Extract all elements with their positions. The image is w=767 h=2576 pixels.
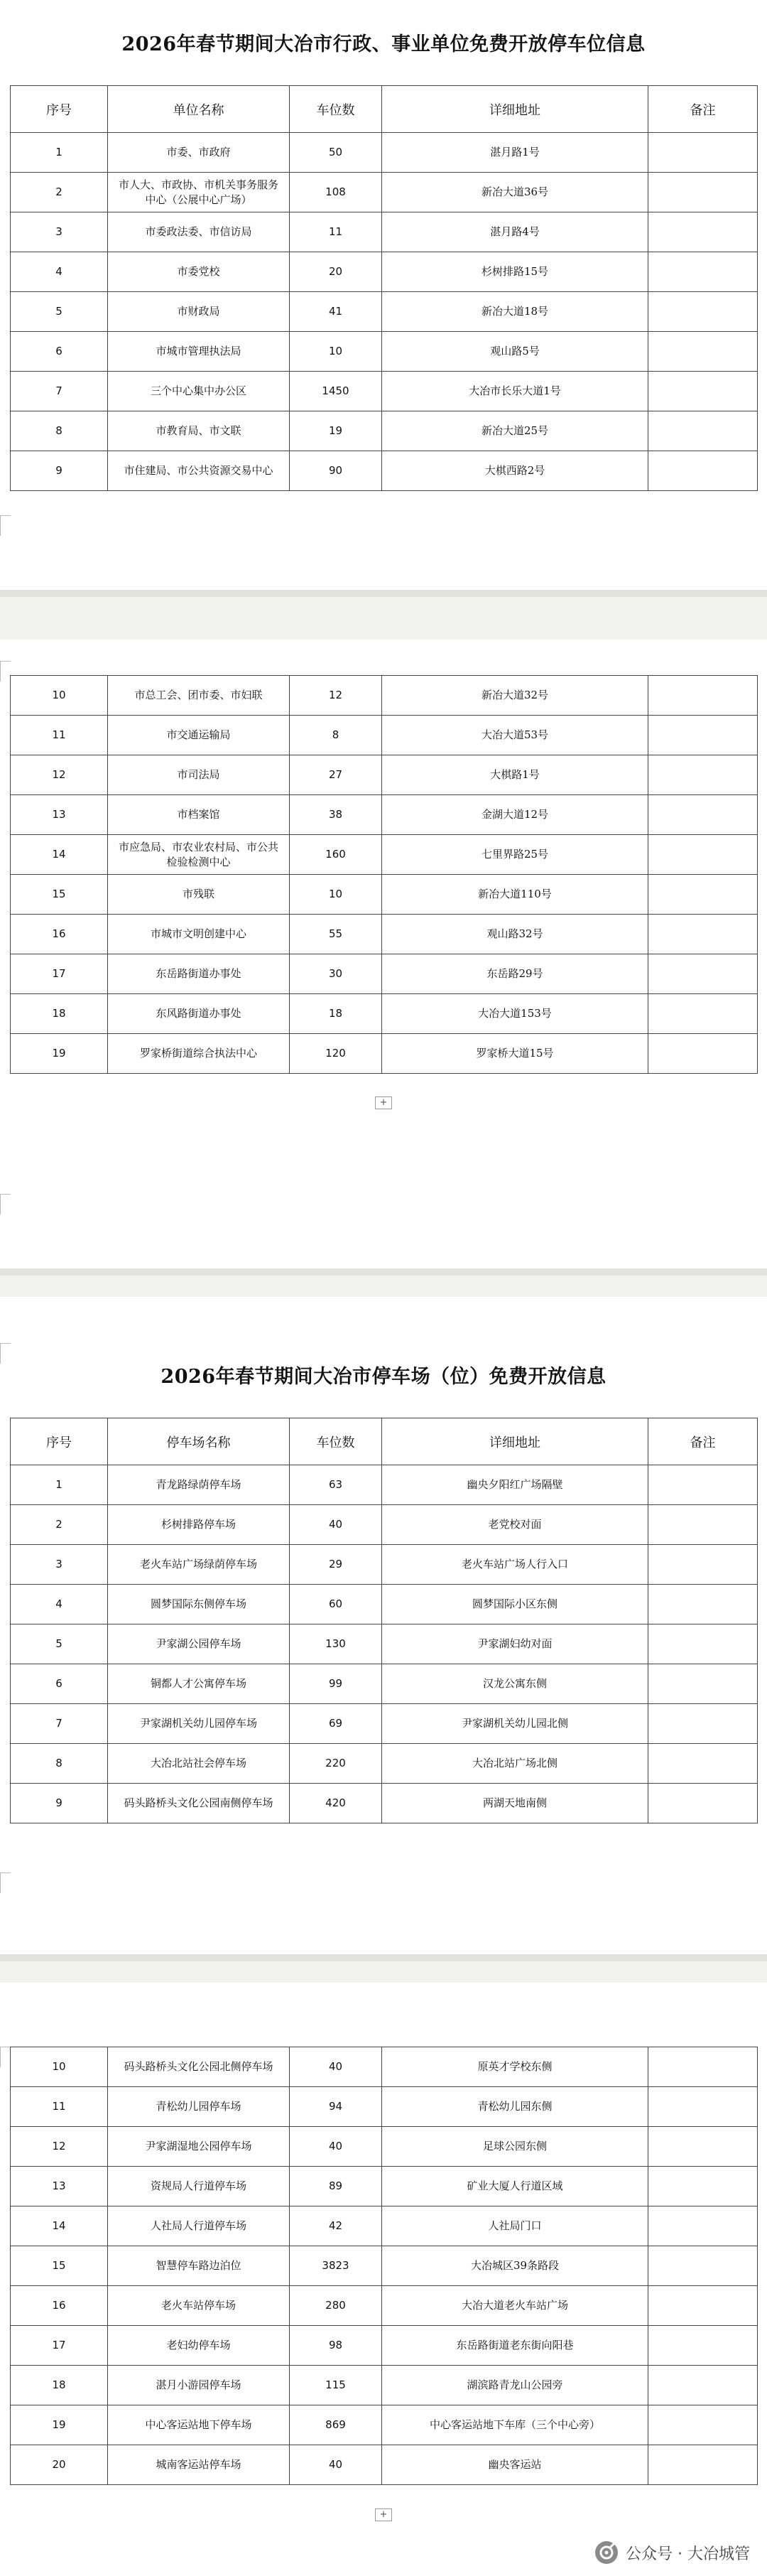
cell-remarks xyxy=(648,2286,758,2326)
cell-address: 幽央客运站 xyxy=(382,2445,648,2485)
cell-remarks xyxy=(648,2167,758,2206)
cell-name: 市人大、市政协、市机关事务服务中心（公展中心广场） xyxy=(108,173,290,212)
page-corner-mark xyxy=(0,1872,11,1893)
table-row xyxy=(11,676,758,716)
cell-count: 40 xyxy=(290,2047,382,2087)
cell-count: 98 xyxy=(290,2326,382,2366)
cell-index: 10 xyxy=(11,2047,108,2087)
cell-index: 16 xyxy=(11,2286,108,2326)
cell-remarks xyxy=(648,212,758,252)
cell-address: 尹家湖机关幼儿园北侧 xyxy=(382,1704,648,1744)
cell-index: 19 xyxy=(11,2405,108,2445)
cell-remarks xyxy=(648,2405,758,2445)
section2-table-part1 xyxy=(10,1418,758,1823)
header-address: 详细地址 xyxy=(382,86,648,133)
cell-name: 码头路桥头文化公园南侧停车场 xyxy=(108,1784,290,1823)
cell-count: 41 xyxy=(290,292,382,332)
cell-address: 两湖天地南侧 xyxy=(382,1784,648,1823)
cell-remarks xyxy=(648,716,758,755)
cell-name: 大冶北站社会停车场 xyxy=(108,1744,290,1784)
table-row xyxy=(11,1784,758,1823)
section2-title: 2026年春节期间大冶市停车场（位）免费开放信息 xyxy=(161,1366,606,1388)
add-row-icon[interactable]: + xyxy=(375,2508,392,2521)
header-remarks: 备注 xyxy=(648,86,758,133)
cell-remarks xyxy=(648,1545,758,1585)
cell-name: 铜都人才公寓停车场 xyxy=(108,1664,290,1704)
cell-count: 420 xyxy=(290,1784,382,1823)
cell-index: 17 xyxy=(11,954,108,994)
cell-name: 圆梦国际东侧停车场 xyxy=(108,1585,290,1624)
cell-name: 老火车站停车场 xyxy=(108,2286,290,2326)
page-gap xyxy=(0,1954,767,1983)
cell-count: 115 xyxy=(290,2366,382,2405)
cell-address: 原英才学校东侧 xyxy=(382,2047,648,2087)
cell-remarks xyxy=(648,173,758,212)
cell-address: 新冶大道36号 xyxy=(382,173,648,212)
cell-address: 金湖大道12号 xyxy=(382,795,648,835)
header-name: 单位名称 xyxy=(108,86,290,133)
cell-remarks xyxy=(648,2445,758,2485)
table-header-row xyxy=(11,1418,758,1465)
cell-remarks xyxy=(648,1744,758,1784)
cell-index: 11 xyxy=(11,716,108,755)
cell-count: 40 xyxy=(290,2127,382,2167)
cell-address: 中心客运站地下车库（三个中心旁） xyxy=(382,2405,648,2445)
cell-remarks xyxy=(648,994,758,1034)
table-row xyxy=(11,1585,758,1624)
page-corner-mark xyxy=(0,515,11,536)
cell-index: 14 xyxy=(11,2206,108,2246)
cell-name: 人社局人行道停车场 xyxy=(108,2206,290,2246)
cell-index: 7 xyxy=(11,1704,108,1744)
table-row xyxy=(11,795,758,835)
cell-count: 40 xyxy=(290,2445,382,2485)
document-page-2 xyxy=(0,640,767,1268)
cell-address: 大冶市长乐大道1号 xyxy=(382,372,648,411)
table-row xyxy=(11,1505,758,1545)
cell-remarks xyxy=(648,835,758,875)
cell-index: 14 xyxy=(11,835,108,875)
header-count: 车位数 xyxy=(290,86,382,133)
table-row xyxy=(11,1034,758,1074)
cell-index: 9 xyxy=(11,1784,108,1823)
cell-index: 12 xyxy=(11,2127,108,2167)
cell-name: 青松幼儿园停车场 xyxy=(108,2087,290,2127)
cell-name: 市司法局 xyxy=(108,755,290,795)
cell-name: 市残联 xyxy=(108,875,290,915)
cell-count: 55 xyxy=(290,915,382,954)
cell-remarks xyxy=(648,411,758,451)
cell-address: 湛月路1号 xyxy=(382,133,648,173)
table-row xyxy=(11,1744,758,1784)
cell-address: 湖滨路青龙山公园旁 xyxy=(382,2366,648,2405)
cell-name: 东风路街道办事处 xyxy=(108,994,290,1034)
table-row xyxy=(11,2047,758,2087)
cell-address: 观山路32号 xyxy=(382,915,648,954)
cell-count: 19 xyxy=(290,411,382,451)
cell-index: 17 xyxy=(11,2326,108,2366)
cell-remarks xyxy=(648,2087,758,2127)
cell-address: 新冶大道32号 xyxy=(382,676,648,716)
section1-table-part2 xyxy=(10,675,758,1074)
cell-index: 9 xyxy=(11,451,108,491)
cell-name: 杉树排路停车场 xyxy=(108,1505,290,1545)
cell-index: 10 xyxy=(11,676,108,716)
cell-index: 18 xyxy=(11,2366,108,2405)
cell-remarks xyxy=(648,875,758,915)
cell-name: 城南客运站停车场 xyxy=(108,2445,290,2485)
table-row xyxy=(11,2405,758,2445)
table-row xyxy=(11,1704,758,1744)
cell-address: 人社局门口 xyxy=(382,2206,648,2246)
cell-remarks xyxy=(648,2206,758,2246)
cell-remarks xyxy=(648,1505,758,1545)
cell-count: 38 xyxy=(290,795,382,835)
cell-address: 圆梦国际小区东侧 xyxy=(382,1585,648,1624)
cell-address: 青松幼儿园东侧 xyxy=(382,2087,648,2127)
cell-name: 中心客运站地下停车场 xyxy=(108,2405,290,2445)
cell-index: 16 xyxy=(11,915,108,954)
cell-remarks xyxy=(648,954,758,994)
table-row xyxy=(11,2167,758,2206)
page-corner-mark xyxy=(0,1194,11,1214)
table-row xyxy=(11,1664,758,1704)
document-page-1 xyxy=(0,0,767,590)
cell-index: 2 xyxy=(11,1505,108,1545)
cell-address: 新冶大道18号 xyxy=(382,292,648,332)
table-header-row xyxy=(11,86,758,133)
cell-address: 大棋西路2号 xyxy=(382,451,648,491)
table-row xyxy=(11,1545,758,1585)
cell-name: 智慧停车路边泊位 xyxy=(108,2246,290,2286)
cell-count: 3823 xyxy=(290,2246,382,2286)
cell-name: 市委、市政府 xyxy=(108,133,290,173)
cell-count: 12 xyxy=(290,676,382,716)
cell-count: 63 xyxy=(290,1465,382,1505)
cell-name: 尹家湖公园停车场 xyxy=(108,1624,290,1664)
cell-remarks xyxy=(648,795,758,835)
cell-remarks xyxy=(648,2326,758,2366)
cell-remarks xyxy=(648,1784,758,1823)
cell-index: 11 xyxy=(11,2087,108,2127)
cell-count: 50 xyxy=(290,133,382,173)
cell-remarks xyxy=(648,755,758,795)
cell-index: 4 xyxy=(11,1585,108,1624)
cell-count: 11 xyxy=(290,212,382,252)
table-row xyxy=(11,755,758,795)
section1-title: 2026年春节期间大冶市行政、事业单位免费开放停车位信息 xyxy=(121,33,646,55)
cell-count: 10 xyxy=(290,875,382,915)
cell-name: 资规局人行道停车场 xyxy=(108,2167,290,2206)
table-row xyxy=(11,835,758,875)
table-row xyxy=(11,173,758,212)
cell-index: 13 xyxy=(11,795,108,835)
cell-index: 8 xyxy=(11,411,108,451)
cell-remarks xyxy=(648,332,758,372)
table-row xyxy=(11,915,758,954)
cell-address: 尹家湖妇幼对面 xyxy=(382,1624,648,1664)
table-row xyxy=(11,2127,758,2167)
cell-index: 1 xyxy=(11,133,108,173)
table-row xyxy=(11,716,758,755)
cell-count: 60 xyxy=(290,1585,382,1624)
table-row xyxy=(11,411,758,451)
cell-address: 大棋路1号 xyxy=(382,755,648,795)
cell-remarks xyxy=(648,1034,758,1074)
cell-count: 99 xyxy=(290,1664,382,1704)
table-row xyxy=(11,2087,758,2127)
cell-index: 6 xyxy=(11,1664,108,1704)
section1-table-part1 xyxy=(10,85,758,491)
table-row xyxy=(11,2206,758,2246)
table-row xyxy=(11,1624,758,1664)
cell-remarks xyxy=(648,1704,758,1744)
cell-index: 3 xyxy=(11,212,108,252)
cell-remarks xyxy=(648,372,758,411)
cell-count: 10 xyxy=(290,332,382,372)
cell-remarks xyxy=(648,1664,758,1704)
cell-address: 大冶城区39条路段 xyxy=(382,2246,648,2286)
cell-index: 2 xyxy=(11,173,108,212)
header-address: 详细地址 xyxy=(382,1418,648,1465)
cell-count: 27 xyxy=(290,755,382,795)
cell-name: 市委政法委、市信访局 xyxy=(108,212,290,252)
cell-name: 码头路桥头文化公园北侧停车场 xyxy=(108,2047,290,2087)
cell-name: 市城市文明创建中心 xyxy=(108,915,290,954)
table-row xyxy=(11,2366,758,2405)
cell-remarks xyxy=(648,2127,758,2167)
cell-index: 4 xyxy=(11,252,108,292)
cell-index: 5 xyxy=(11,1624,108,1664)
cell-address: 观山路5号 xyxy=(382,332,648,372)
cell-remarks xyxy=(648,1585,758,1624)
cell-count: 42 xyxy=(290,2206,382,2246)
cell-address: 汉龙公寓东侧 xyxy=(382,1664,648,1704)
table-row xyxy=(11,875,758,915)
cell-address: 大冶大道老火车站广场 xyxy=(382,2286,648,2326)
table-row xyxy=(11,994,758,1034)
cell-address: 东岳路街道老东街向阳巷 xyxy=(382,2326,648,2366)
cell-address: 老党校对面 xyxy=(382,1505,648,1545)
cell-remarks xyxy=(648,2366,758,2405)
cell-index: 15 xyxy=(11,2246,108,2286)
cell-name: 市财政局 xyxy=(108,292,290,332)
wechat-official-account-icon xyxy=(594,2540,619,2565)
cell-name: 老火车站广场绿荫停车场 xyxy=(108,1545,290,1585)
header-index: 序号 xyxy=(11,86,108,133)
cell-count: 160 xyxy=(290,835,382,875)
cell-name: 罗家桥街道综合执法中心 xyxy=(108,1034,290,1074)
header-name: 停车场名称 xyxy=(108,1418,290,1465)
cell-address: 幽央夕阳红广场隔壁 xyxy=(382,1465,648,1505)
page-gap xyxy=(0,1268,767,1297)
cell-index: 8 xyxy=(11,1744,108,1784)
cell-name: 三个中心集中办公区 xyxy=(108,372,290,411)
header-remarks: 备注 xyxy=(648,1418,758,1465)
cell-address: 东岳路29号 xyxy=(382,954,648,994)
cell-remarks xyxy=(648,252,758,292)
cell-count: 89 xyxy=(290,2167,382,2206)
cell-address: 罗家桥大道15号 xyxy=(382,1034,648,1074)
header-count: 车位数 xyxy=(290,1418,382,1465)
cell-address: 大冶大道153号 xyxy=(382,994,648,1034)
cell-count: 18 xyxy=(290,994,382,1034)
cell-count: 40 xyxy=(290,1505,382,1545)
cell-remarks xyxy=(648,1624,758,1664)
table-row xyxy=(11,332,758,372)
table-row xyxy=(11,2246,758,2286)
cell-name: 湛月小游园停车场 xyxy=(108,2366,290,2405)
header-index: 序号 xyxy=(11,1418,108,1465)
cell-name: 市档案馆 xyxy=(108,795,290,835)
page-corner-mark xyxy=(0,661,11,681)
cell-index: 20 xyxy=(11,2445,108,2485)
cell-name: 市交通运输局 xyxy=(108,716,290,755)
cell-name: 老妇幼停车场 xyxy=(108,2326,290,2366)
cell-index: 6 xyxy=(11,332,108,372)
cell-count: 90 xyxy=(290,451,382,491)
cell-address: 新冶大道110号 xyxy=(382,875,648,915)
cell-index: 15 xyxy=(11,875,108,915)
cell-name: 市应急局、市农业农村局、市公共检验检测中心 xyxy=(108,835,290,875)
cell-address: 湛月路4号 xyxy=(382,212,648,252)
table-row xyxy=(11,292,758,332)
cell-name: 东岳路街道办事处 xyxy=(108,954,290,994)
cell-name: 市教育局、市文联 xyxy=(108,411,290,451)
cell-address: 新冶大道25号 xyxy=(382,411,648,451)
cell-address: 矿业大厦人行道区域 xyxy=(382,2167,648,2206)
document-page-3 xyxy=(0,1297,767,1954)
cell-count: 30 xyxy=(290,954,382,994)
cell-remarks xyxy=(648,1465,758,1505)
section2-table-part2 xyxy=(10,2047,758,2485)
cell-name: 市住建局、市公共资源交易中心 xyxy=(108,451,290,491)
page-gap xyxy=(0,590,767,640)
cell-index: 5 xyxy=(11,292,108,332)
cell-address: 大冶大道53号 xyxy=(382,716,648,755)
cell-address: 杉树排路15号 xyxy=(382,252,648,292)
cell-address: 老火车站广场人行入口 xyxy=(382,1545,648,1585)
add-row-icon[interactable]: + xyxy=(375,1096,392,1109)
cell-remarks xyxy=(648,676,758,716)
watermark-text: 公众号 · 大冶城管 xyxy=(626,2545,750,2563)
table-row xyxy=(11,372,758,411)
table-row xyxy=(11,133,758,173)
cell-name: 尹家湖机关幼儿园停车场 xyxy=(108,1704,290,1744)
cell-count: 280 xyxy=(290,2286,382,2326)
table-row xyxy=(11,2286,758,2326)
cell-index: 3 xyxy=(11,1545,108,1585)
cell-index: 1 xyxy=(11,1465,108,1505)
cell-count: 1450 xyxy=(290,372,382,411)
table-row xyxy=(11,954,758,994)
document-page-4 xyxy=(0,1983,767,2576)
watermark xyxy=(594,2540,750,2565)
cell-count: 8 xyxy=(290,716,382,755)
cell-remarks xyxy=(648,915,758,954)
table-row xyxy=(11,451,758,491)
cell-count: 29 xyxy=(290,1545,382,1585)
cell-count: 108 xyxy=(290,173,382,212)
cell-name: 市总工会、团市委、市妇联 xyxy=(108,676,290,716)
cell-count: 869 xyxy=(290,2405,382,2445)
cell-remarks xyxy=(648,451,758,491)
cell-index: 18 xyxy=(11,994,108,1034)
cell-remarks xyxy=(648,292,758,332)
cell-address: 七里界路25号 xyxy=(382,835,648,875)
table-row xyxy=(11,212,758,252)
cell-remarks xyxy=(648,2246,758,2286)
table-row xyxy=(11,2445,758,2485)
cell-remarks xyxy=(648,2047,758,2087)
cell-name: 市委党校 xyxy=(108,252,290,292)
cell-address: 大冶北站广场北侧 xyxy=(382,1744,648,1784)
cell-count: 130 xyxy=(290,1624,382,1664)
cell-count: 220 xyxy=(290,1744,382,1784)
cell-name: 市城市管理执法局 xyxy=(108,332,290,372)
cell-count: 69 xyxy=(290,1704,382,1744)
cell-index: 12 xyxy=(11,755,108,795)
table-row xyxy=(11,252,758,292)
cell-count: 20 xyxy=(290,252,382,292)
cell-remarks xyxy=(648,133,758,173)
cell-count: 94 xyxy=(290,2087,382,2127)
table-row xyxy=(11,1465,758,1505)
cell-index: 13 xyxy=(11,2167,108,2206)
cell-index: 19 xyxy=(11,1034,108,1074)
cell-count: 120 xyxy=(290,1034,382,1074)
page-corner-mark xyxy=(0,2047,11,2067)
cell-name: 青龙路绿荫停车场 xyxy=(108,1465,290,1505)
table-row xyxy=(11,2326,758,2366)
cell-index: 7 xyxy=(11,372,108,411)
cell-address: 足球公园东侧 xyxy=(382,2127,648,2167)
cell-name: 尹家湖湿地公园停车场 xyxy=(108,2127,290,2167)
